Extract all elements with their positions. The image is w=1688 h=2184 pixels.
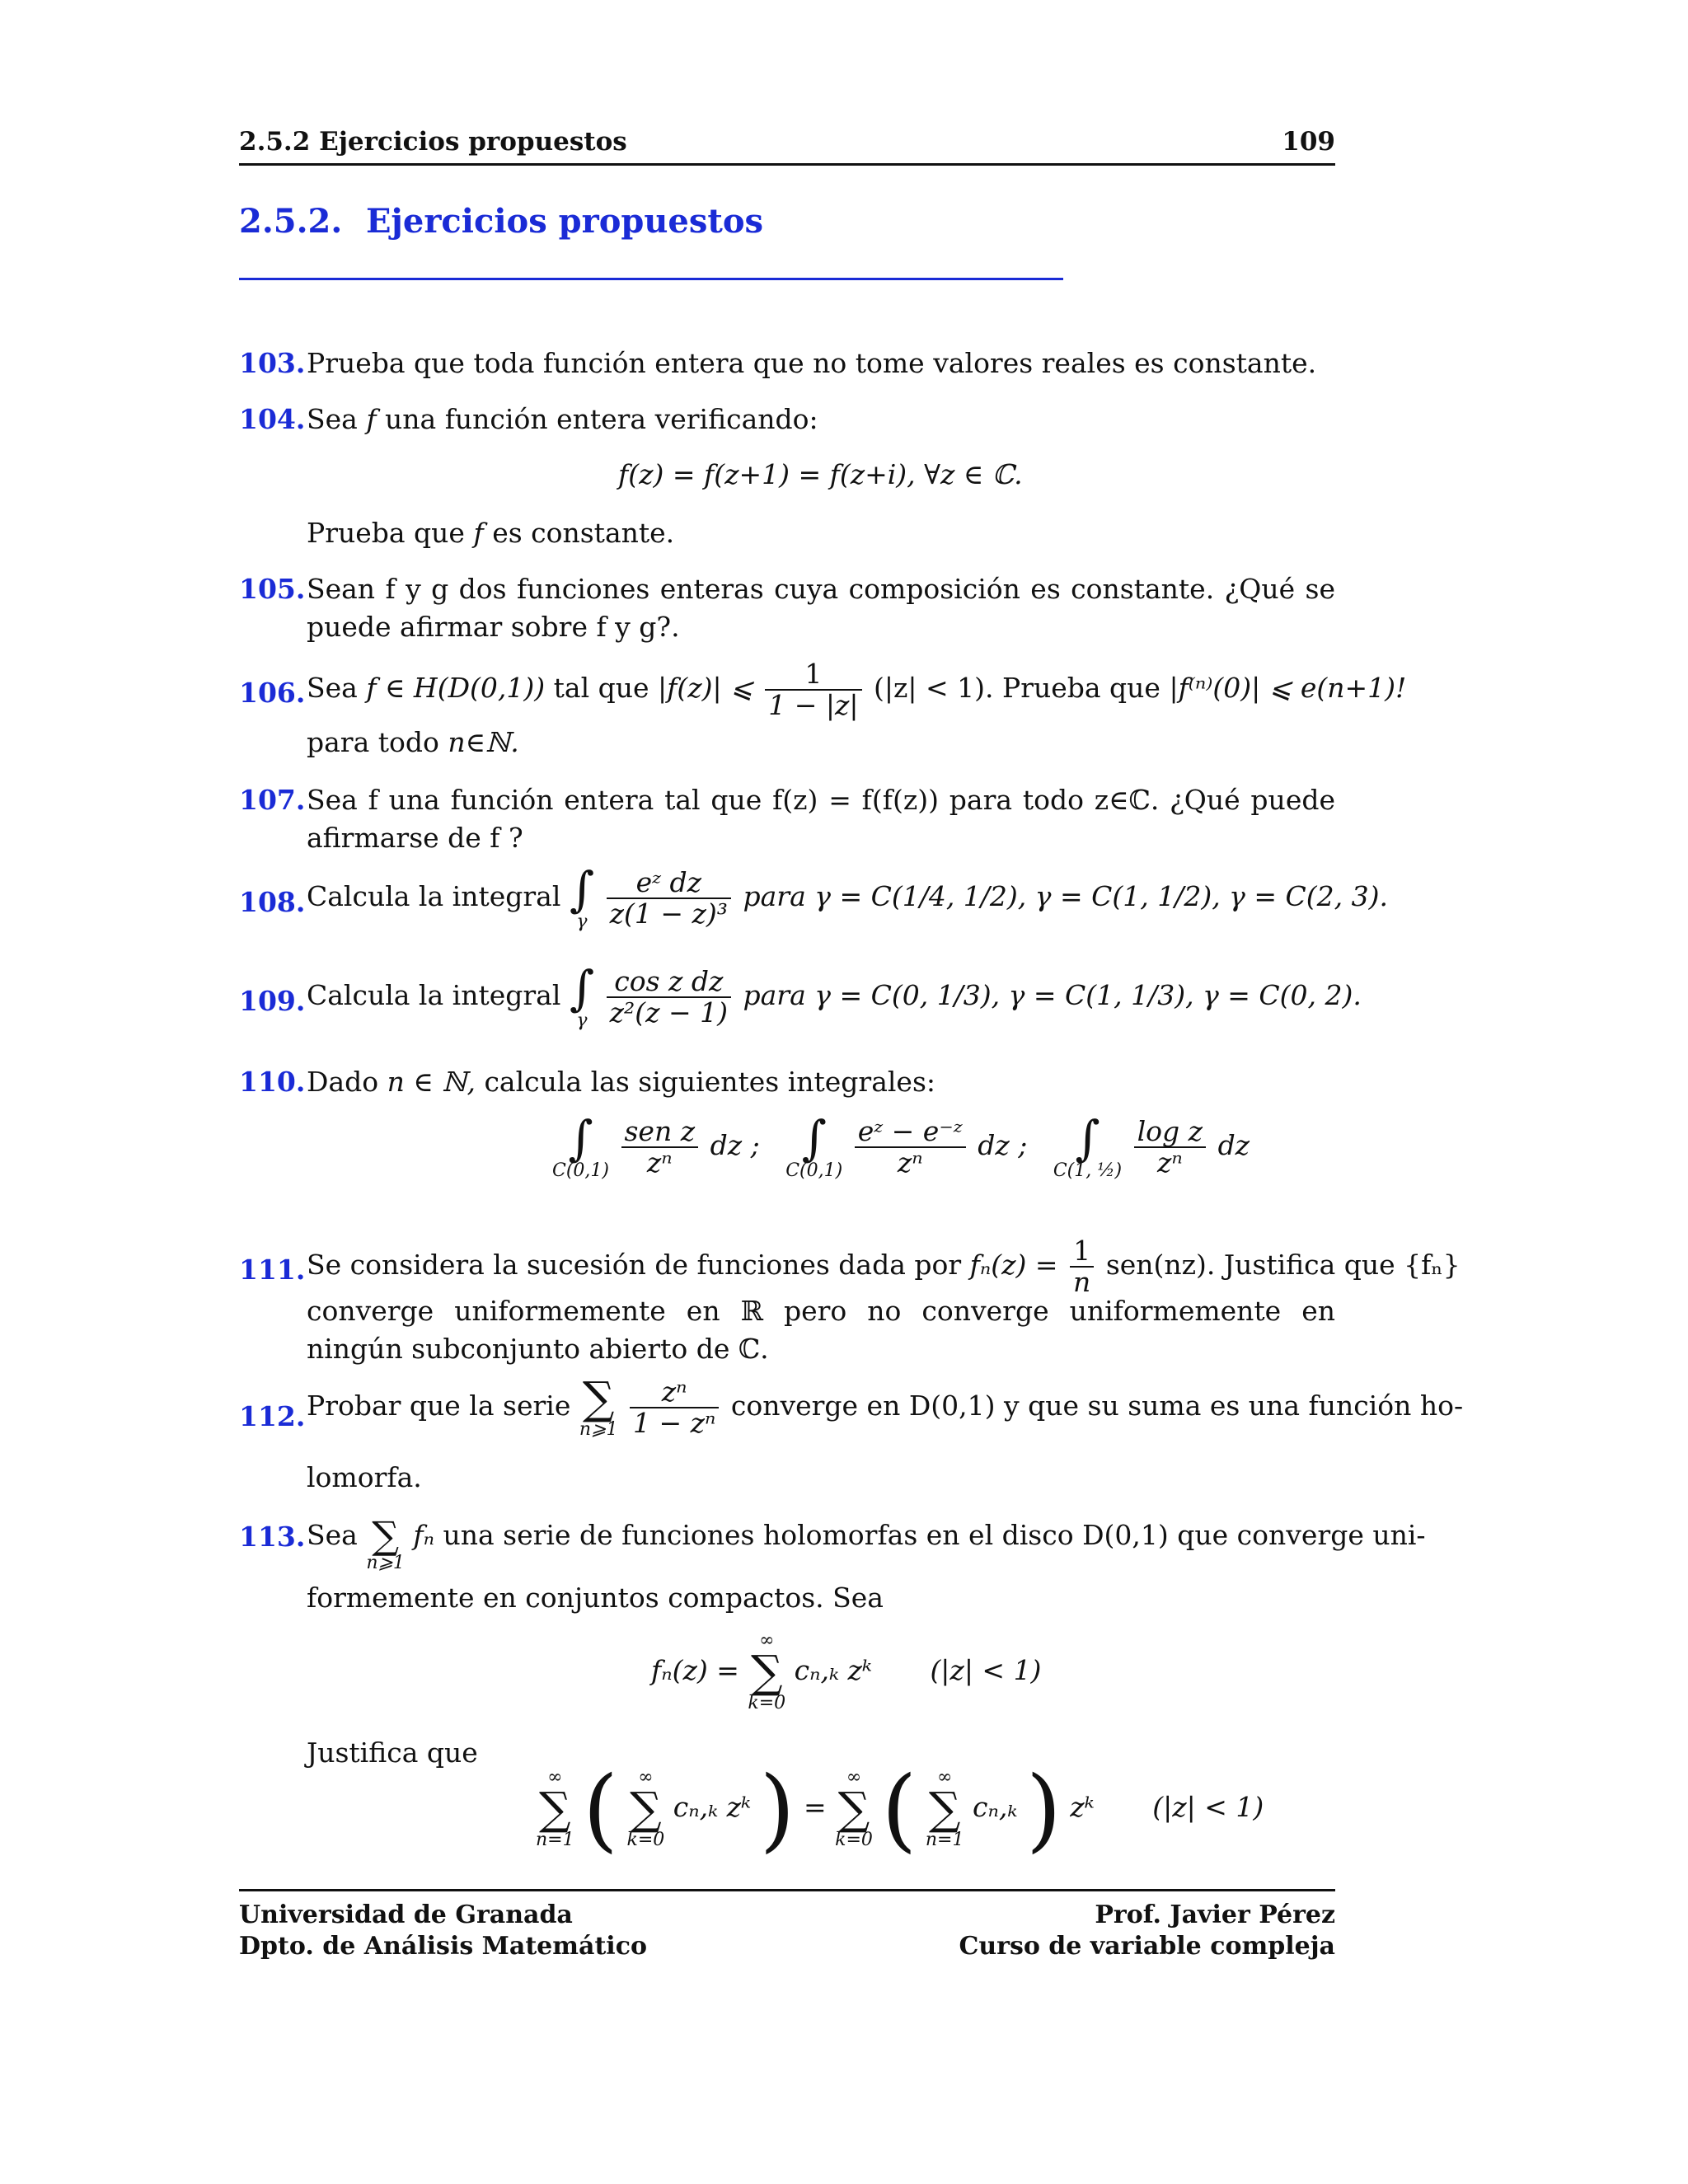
footer-left [239, 1900, 647, 1962]
sum-superscript: ∞ [547, 1767, 563, 1788]
math: zᵏ [1070, 1791, 1095, 1823]
sum-subscript: k=0 [835, 1830, 873, 1850]
math: n ∈ ℕ, [387, 1066, 476, 1098]
exercise-text: Justifica que [307, 1736, 478, 1769]
math: fₙ(z) = [651, 1654, 739, 1686]
fraction [855, 1117, 966, 1178]
exercise-number: 108. [239, 886, 306, 918]
integral-subscript: C(0,1) [552, 1160, 609, 1181]
text: converge en D(0,1) y que su suma es una función ho- [730, 1390, 1464, 1422]
math: f ∈ H(D(0,1)) [366, 672, 546, 704]
summation: ∞ ∑ k=0 [835, 1767, 873, 1850]
sum-superscript: ∞ [846, 1767, 862, 1788]
denominator: 1 − zⁿ [632, 1407, 716, 1439]
integral-subscript: γ [576, 1010, 588, 1031]
exercise-text: formemente en conjuntos compactos. Sea [307, 1582, 884, 1614]
fraction [607, 967, 731, 1028]
exercise-text [307, 1372, 1464, 1440]
fraction [621, 1117, 699, 1178]
math: fₙ(z) = [969, 1249, 1058, 1281]
numerator: log z [1134, 1117, 1206, 1148]
numerator: 1 [1070, 1236, 1094, 1268]
exercise-number: 104. [239, 403, 306, 435]
formula-113-b: ∞ ∑ n=1 ( ∞ ∑ k=0 cₙ,ₖ zᵏ ) = ∞ ∑ k=0 ( ∞ ∑ n=1 cₙ,ₖ ) zᵏ (|z| < 1) [536, 1756, 1264, 1862]
fraction [1070, 1236, 1094, 1297]
sum-subscript: n=1 [925, 1830, 964, 1850]
footer-right [959, 1900, 1335, 1962]
sum-subscript: k=0 [748, 1693, 786, 1713]
sum-subscript: n⩾1 [366, 1553, 405, 1573]
denominator: zⁿ [897, 1146, 923, 1179]
section-number: 2.5.2. [239, 202, 343, 241]
exercise-number: 106. [239, 677, 306, 709]
exercise-text [307, 514, 1335, 552]
summation: ∞ ∑ n=1 [536, 1767, 574, 1850]
sum-superscript: ∞ [638, 1767, 654, 1788]
exercise-text: converge uniformemente en ℝ pero no converge uniformemente en ningún subconjunto abierto de ℂ. [307, 1295, 1335, 1365]
math: n∈ℕ. [448, 726, 519, 758]
summation: ∞ ∑ k=0 [748, 1630, 786, 1713]
text: Prueba que [307, 517, 465, 549]
denominator: z²(z − 1) [609, 996, 728, 1029]
exercise-text: Sea f una función entera tal que f(z) = f(f(z)) para todo z∈ℂ. ¿Qué puede afirmarse de f ? [307, 784, 1335, 854]
formula-113-a [651, 1632, 1041, 1713]
text: dz [1217, 1129, 1250, 1161]
numerator: zⁿ [630, 1377, 719, 1408]
text: Sea [307, 1519, 358, 1551]
exercise-text: lomorfa. [307, 1461, 422, 1493]
integral-subscript: γ [576, 912, 588, 932]
exercise-text [307, 1063, 1335, 1101]
integral: ∫ γ [569, 960, 595, 1031]
fraction [607, 868, 731, 929]
text: para todo [307, 726, 439, 758]
page [239, 0, 1464, 2184]
exercise-text [307, 1235, 1461, 1298]
text: Dado [307, 1066, 379, 1098]
text: tal que [553, 672, 649, 704]
fraction [1134, 1117, 1206, 1178]
footer-author: Prof. Javier Pérez [1095, 1900, 1335, 1929]
text: Probar que la serie [307, 1390, 571, 1422]
summation: ∑ n⩾1 [579, 1372, 618, 1440]
section-rule [239, 278, 1063, 280]
denominator: zⁿ [646, 1146, 673, 1179]
text: calcula las siguientes integrales: [484, 1066, 935, 1098]
summation: ∑ n⩾1 [366, 1513, 405, 1573]
denominator: 1 − |z| [768, 689, 859, 721]
exercise-text: Sean f y g dos funciones enteras cuya composición es constante. ¿Qué se puede afirmar sobre f y g?. [307, 573, 1335, 643]
sum-subscript: k=0 [626, 1830, 665, 1850]
sum-superscript: ∞ [937, 1767, 953, 1788]
text: (|z| < 1). Prueba que [874, 672, 1160, 704]
text: Calcula la integral [307, 880, 561, 912]
sum-superscript: ∞ [759, 1630, 775, 1651]
text: para γ = C(1/4, 1/2), γ = C(1, 1/2), γ = C(2, 3). [743, 880, 1388, 912]
math: fₙ [413, 1519, 435, 1551]
math: |f⁽ⁿ⁾(0)| ⩽ e(n+1)! [1169, 672, 1407, 704]
sum-subscript: n=1 [536, 1830, 574, 1850]
text: Calcula la integral [307, 979, 561, 1011]
footer-department: Dpto. de Análisis Matemático [239, 1932, 647, 1961]
denominator: zⁿ [1156, 1146, 1183, 1179]
numerator: eᶻ dz [607, 868, 731, 899]
math: (|z| < 1) [930, 1654, 1042, 1686]
integral-subscript: C(0,1) [785, 1160, 843, 1181]
integral: ∫ C(1, ½) [1053, 1110, 1123, 1181]
summation: ∞ ∑ n=1 [925, 1767, 964, 1850]
formula-110 [552, 1110, 1250, 1181]
math: cₙ,ₖ zᵏ [673, 1791, 752, 1823]
text: Sea [307, 403, 358, 435]
exercise-text [307, 401, 1335, 438]
page-number: 109 [1282, 127, 1335, 157]
integral: ∫ γ [569, 861, 595, 932]
exercise-text [307, 861, 1388, 932]
sum-subscript: n⩾1 [579, 1419, 618, 1440]
exercise-number: 111. [239, 1254, 306, 1286]
exercise-number: 113. [239, 1521, 306, 1553]
footer-university: Universidad de Granada [239, 1900, 573, 1929]
exercise-number: 109. [239, 985, 306, 1017]
exercise-text: Prueba que toda función entera que no tome valores reales es constante. [307, 347, 1317, 379]
numerator: 1 [765, 659, 861, 691]
integral: ∫ C(0,1) [552, 1110, 609, 1181]
text: es constante. [492, 517, 675, 549]
integral-subscript: C(1, ½) [1053, 1160, 1123, 1181]
formula-104: f(z) = f(z+1) = f(z+i), ∀z ∈ ℂ. [618, 458, 1023, 490]
summation: ∞ ∑ k=0 [626, 1767, 665, 1850]
math: cₙ,ₖ [972, 1791, 1018, 1823]
math: cₙ,ₖ zᵏ [794, 1654, 872, 1686]
section-heading [239, 202, 763, 241]
text: dz ; [978, 1129, 1028, 1161]
footer-course: Curso de variable compleja [959, 1932, 1335, 1961]
text: Se considera la sucesión de funciones dada por [307, 1249, 962, 1281]
math: |f(z)| ⩽ [658, 672, 753, 704]
exercise-text [307, 960, 1362, 1031]
exercise-number: 105. [239, 573, 306, 605]
header-title: 2.5.2 Ejercicios propuestos [239, 127, 627, 157]
exercise-number: 107. [239, 784, 306, 816]
page-footer [239, 1889, 1335, 1961]
running-header [239, 124, 1335, 166]
exercise-number: 103. [239, 347, 306, 379]
numerator: sen z [621, 1117, 699, 1148]
fraction [630, 1377, 719, 1438]
denominator: n [1073, 1266, 1091, 1298]
exercise-text [307, 1513, 1426, 1573]
exercise-text [307, 724, 1335, 762]
math: (|z| < 1) [1152, 1791, 1264, 1823]
exercise-number: 110. [239, 1066, 306, 1098]
numerator: eᶻ − e⁻ᶻ [855, 1117, 966, 1148]
text: sen(nz). Justifica que {fₙ} [1105, 1249, 1461, 1281]
math-f: f [473, 517, 484, 549]
fraction [765, 659, 861, 720]
text: una función entera verificando: [385, 403, 818, 435]
text: para γ = C(0, 1/3), γ = C(1, 1/3), γ = C(0, 2). [743, 979, 1362, 1011]
numerator: cos z dz [607, 967, 731, 998]
text: dz ; [710, 1129, 760, 1161]
math: = [804, 1791, 827, 1823]
section-title: Ejercicios propuestos [365, 202, 764, 241]
text: una serie de funciones holomorfas en el disco D(0,1) que converge uni- [443, 1519, 1426, 1551]
exercise-text [307, 658, 1407, 721]
integral: ∫ C(0,1) [785, 1110, 843, 1181]
math-f: f [366, 403, 377, 435]
denominator: z(1 − z)³ [609, 898, 728, 930]
exercise-number: 112. [239, 1400, 306, 1432]
text: Sea [307, 672, 358, 704]
